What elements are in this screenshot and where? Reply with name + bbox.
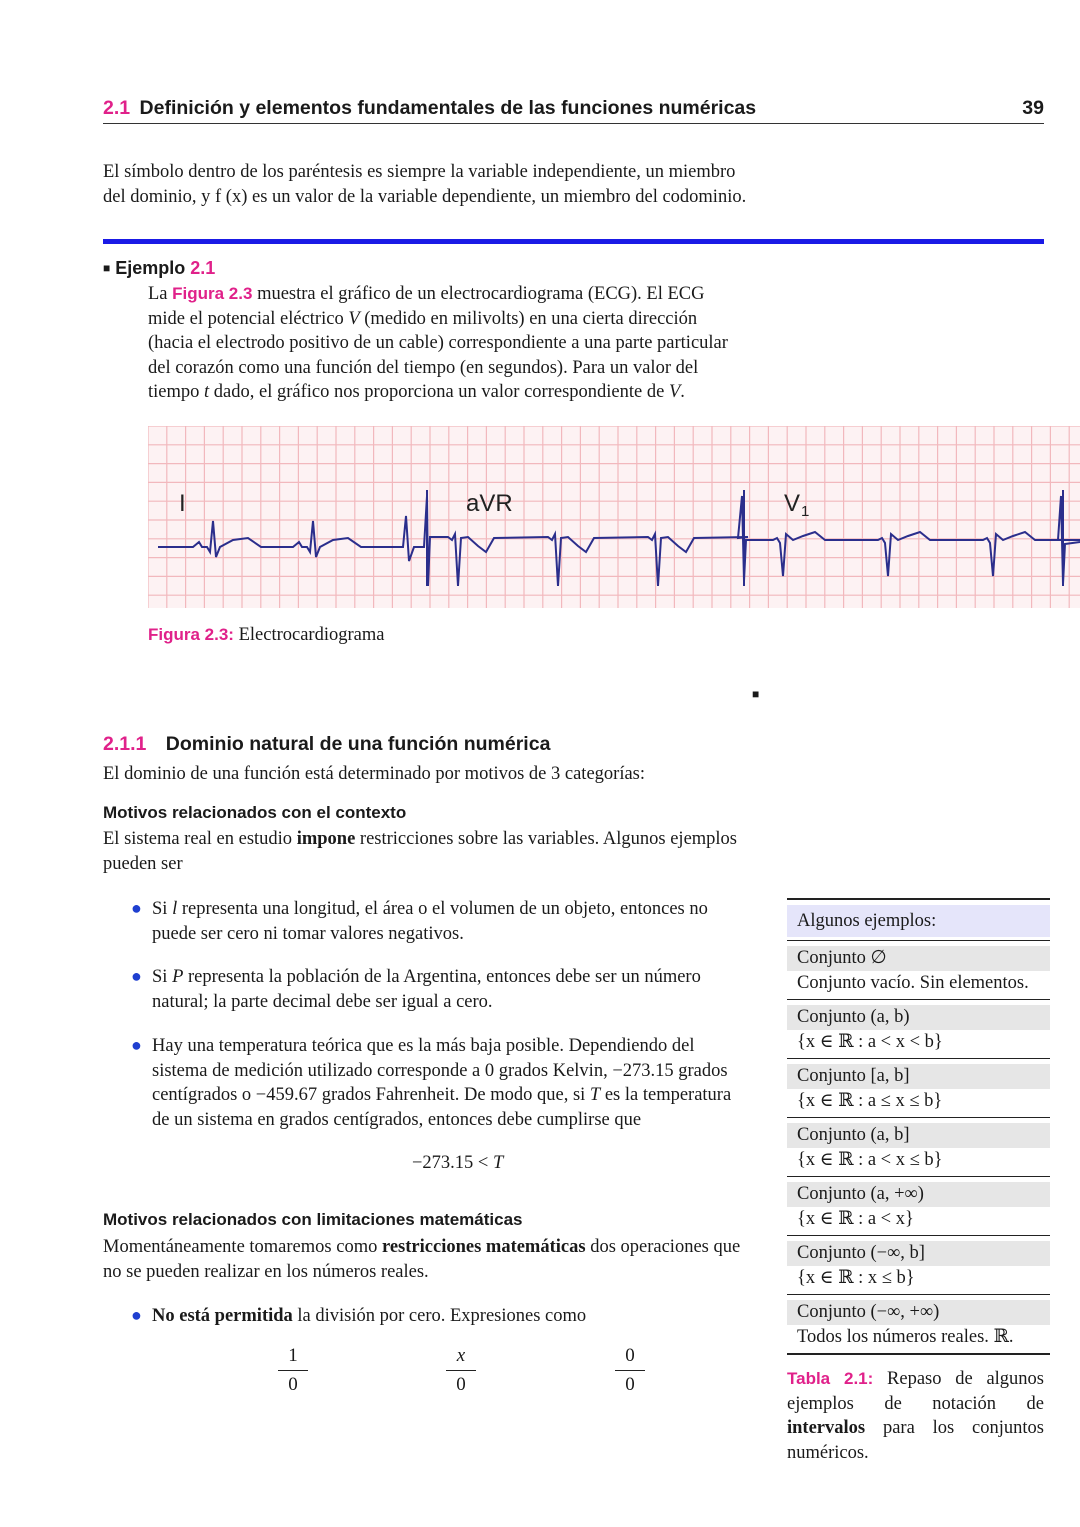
table-row [787, 1123, 1050, 1173]
intro-paragraph [103, 160, 783, 209]
bullet-dot-icon: ● [131, 1305, 142, 1325]
context-paragraph [103, 827, 771, 876]
intro-line-2: del dominio, y f (x) es un valor de la variable dependiente, un miembro del codominio. [103, 186, 747, 207]
table-row-desc: {x ∈ ℝ : a < x} [797, 1209, 914, 1229]
fraction-0-over-0: $\frac{0}{0}$ [615, 1344, 645, 1397]
context-line-2: pueden ser [103, 853, 183, 874]
table-row-title: Conjunto (−∞, b] [787, 1241, 1050, 1266]
bullet-dot-icon: ● [131, 1035, 142, 1055]
table-row-desc: Conjunto vacío. Sin elementos. [797, 973, 1029, 993]
table-row-title: Conjunto (a, b) [787, 1005, 1050, 1030]
subsection-title: Dominio natural de una función numérica [165, 733, 551, 755]
bullet-3-line-2: sistema de medición utilizado corresponde a 0 grados Kelvin, −273.15 grados [152, 1060, 728, 1081]
ecg-lead-i-label: I [179, 490, 186, 517]
table-row-title: Conjunto (−∞, +∞) [787, 1300, 1050, 1325]
figure-ref-link[interactable]: Figura 2.3 [172, 284, 253, 303]
bullet-dot-icon: ● [131, 898, 142, 918]
table-row-title: Conjunto [a, b] [787, 1064, 1050, 1089]
math-line-2: no se pueden realizar en los números reales. [103, 1261, 429, 1282]
figure-caption [148, 623, 384, 648]
bullet-dot-icon: ● [131, 966, 142, 986]
square-bullet-icon: ■ [103, 261, 111, 275]
page-number: 39 [1022, 97, 1044, 119]
subsection-heading [103, 733, 550, 756]
table-row-desc: Todos los números reales. ℝ. [797, 1327, 1014, 1347]
bullet-2-line-2: natural; la parte decimal debe ser igual a cero. [152, 991, 493, 1012]
header-section-number: 2.1 [103, 97, 131, 119]
example-number: 2.1 [190, 258, 216, 278]
bullet-1-line-2: puede ser cero ni tomar valores negativos. [152, 923, 464, 944]
example-top-rule [103, 239, 1044, 244]
fraction-x-over-0: $\frac{x}{0}$ [446, 1344, 476, 1397]
bullet-3-line-4: de un sistema en grados centígrados, entonces debe cumplirse que [152, 1109, 642, 1130]
bullet-3-line-3: centígrados o −459.67 grados Fahrenheit. De modo que, si T es la temperatura [152, 1085, 732, 1105]
math-line-1: Momentáneamente tomaremos como restricciones matemáticas dos operaciones que [103, 1237, 741, 1257]
example-line-3: (hacia el electrodo positivo de un cable) correspondiente a una parte particular [148, 333, 728, 353]
header-section-title: Definición y elementos fundamentales de las funciones numéricas [139, 97, 757, 119]
context-bullet-1 [152, 897, 771, 946]
fraction-1-over-0: $\frac{1}{0}$ [278, 1344, 308, 1397]
table-row [787, 1241, 1050, 1291]
table-row-title: Conjunto (a, b] [787, 1123, 1050, 1148]
bullet-3-line-1: Hay una temperatura teórica que es la más baja posible. Dependiendo del [152, 1036, 695, 1056]
table-header: Algunos ejemplos: [787, 905, 1050, 937]
example-line-1: La Figura 2.3 muestra el gráfico de un electrocardiograma (ECG). El ECG [148, 284, 705, 304]
subsection-number: 2.1.1 [103, 733, 147, 755]
table-caption: Tabla 2.1: Repaso de algunos ejemplos de notación de intervalos para los conjuntos numéricos. [787, 1369, 1044, 1463]
running-header [103, 97, 756, 120]
table-row-desc: {x ∈ ℝ : x ≤ b} [797, 1268, 915, 1288]
bullet-2-line-1: Si P representa la población de la Argentina, entonces debe ser un número [152, 967, 701, 987]
math-heading: Motivos relacionados con limitaciones matemáticas [103, 1210, 523, 1229]
table-row-desc: {x ∈ ℝ : a ≤ x ≤ b} [797, 1091, 943, 1111]
ecg-lead-v-subscript: 1 [801, 503, 810, 520]
context-heading: Motivos relacionados con el contexto [103, 803, 407, 822]
table-row [787, 1005, 1050, 1055]
example-line-5: tiempo t dado, el gráfico nos proporciona un valor correspondiente de V. [148, 382, 685, 402]
example-body [148, 282, 762, 405]
table-row [787, 1182, 1050, 1232]
figure-caption-label: Figura 2.3: [148, 625, 234, 644]
ecg-background [148, 426, 1080, 608]
math-paragraph [103, 1235, 771, 1284]
context-bullet-3 [152, 1034, 771, 1132]
restricciones-bold: restricciones matemáticas [381, 1237, 586, 1257]
ecg-figure [148, 426, 1080, 608]
table-row-title: Conjunto ∅ [787, 946, 1050, 971]
context-line-1: El sistema real en estudio impone restricciones sobre las variables. Algunos ejemplos [103, 829, 738, 849]
table-row-title: Conjunto (a, +∞) [787, 1182, 1050, 1207]
example-line-2: mide el potencial eléctrico V (medido en milivolts) en una cierta dirección [148, 308, 698, 329]
example-label: Ejemplo [115, 258, 186, 278]
table-row [787, 946, 1050, 996]
context-bullet-2 [152, 965, 771, 1014]
example-line-4: del corazón como una función del tiempo (en segundos). Para un valor del [148, 357, 699, 378]
temperature-equation: −273.15 < T [412, 1153, 504, 1173]
header-rule [103, 123, 1044, 124]
example-heading [103, 258, 215, 279]
figure-caption-text: Electrocardiograma [238, 625, 385, 645]
no-permitida-bold: No está permitida [152, 1306, 293, 1326]
ecg-grid [148, 426, 1080, 608]
interval-notation-table [787, 898, 1050, 1355]
impone-bold: impone [296, 829, 356, 849]
intro-line-1: El símbolo dentro de los paréntesis es siempre la variable independiente, un miembro [103, 162, 736, 182]
table-row-desc: {x ∈ ℝ : a < x ≤ b} [797, 1150, 943, 1170]
table-row [787, 1300, 1050, 1350]
ecg-lead-v-label: V [784, 490, 801, 517]
example-end-marker: ■ [752, 687, 760, 701]
bullet-1-line-1: Si l representa una longitud, el área o el volumen de un objeto, entonces no [152, 899, 708, 919]
intervalos-bold: intervalos [787, 1418, 866, 1438]
subsection-intro: El dominio de una función está determinado por motivos de 3 categorías: [103, 764, 646, 784]
table-row-desc: {x ∈ ℝ : a < x < b} [797, 1032, 943, 1052]
math-bullet-1: No está permitida la división por cero. Expresiones como [152, 1306, 587, 1326]
table-row [787, 1064, 1050, 1114]
ecg-lead-avr-label: aVR [466, 490, 513, 517]
table-caption-label: Tabla 2.1: [787, 1369, 874, 1388]
